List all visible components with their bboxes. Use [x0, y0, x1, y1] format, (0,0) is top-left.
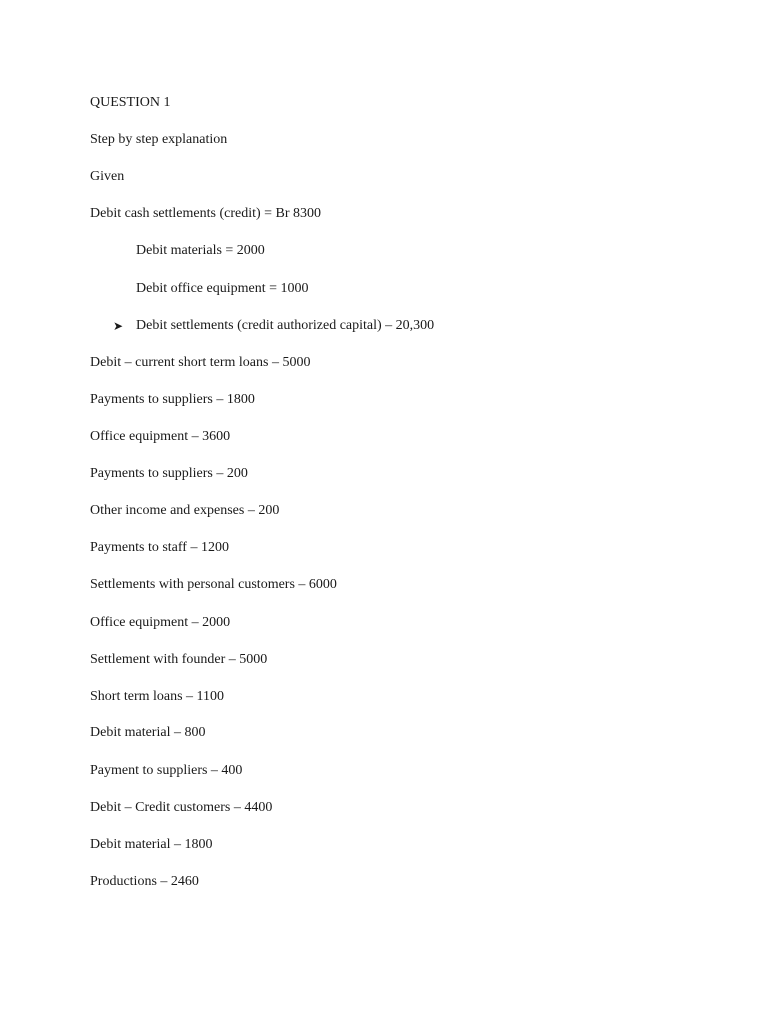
document-line: Office equipment – 2000	[90, 615, 231, 630]
explanation-subheading: Step by step explanation	[90, 132, 228, 147]
document-line: Settlements with personal customers – 6000	[90, 577, 337, 592]
document-line: Payments to suppliers – 1800	[90, 392, 255, 407]
document-line: Payments to staff – 1200	[90, 540, 229, 555]
document-line: Debit material – 800	[90, 725, 206, 740]
document-line: Short term loans – 1100	[90, 689, 225, 704]
document-line: Debit material – 1800	[90, 837, 213, 852]
document-line: Debit cash settlements (credit) = Br 8300	[90, 206, 322, 221]
given-label: Given	[90, 169, 125, 184]
document-line-bulleted: Debit settlements (credit authorized capital) – 20,300	[136, 318, 435, 333]
document-line: Settlement with founder – 5000	[90, 652, 268, 667]
document-line: Debit – Credit customers – 4400	[90, 800, 273, 815]
document-line: Other income and expenses – 200	[90, 503, 280, 518]
document-line: Productions – 2460	[90, 874, 199, 889]
document-line: Debit – current short term loans – 5000	[90, 355, 311, 370]
document-line-indented: Debit office equipment = 1000	[136, 281, 309, 296]
question-heading: QUESTION 1	[90, 95, 171, 110]
document-line-indented: Debit materials = 2000	[136, 243, 265, 258]
arrow-bullet-icon: ➤	[113, 319, 124, 333]
document-line: Office equipment – 3600	[90, 429, 231, 444]
document-line: Payments to suppliers – 200	[90, 466, 248, 481]
document-line: Payment to suppliers – 400	[90, 763, 243, 778]
